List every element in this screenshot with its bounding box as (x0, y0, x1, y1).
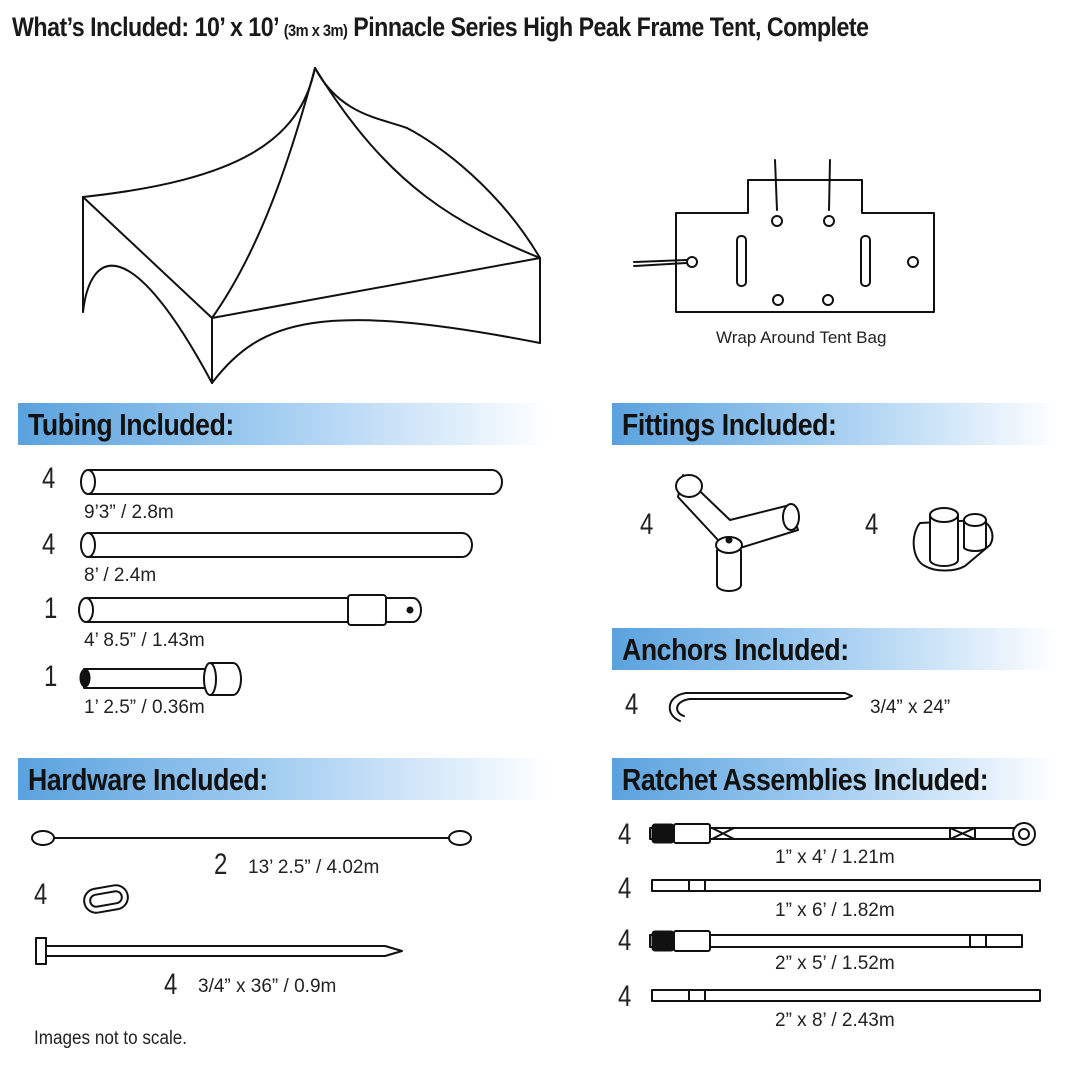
ratchet-label: 1” x 4’ / 1.21m (775, 847, 895, 868)
tube-label: 8’ / 2.4m (84, 565, 157, 586)
hardware-qty: 2 (214, 848, 228, 881)
hardware-header: Hardware Included: (18, 758, 548, 800)
chain-link-icon (82, 883, 129, 914)
page-title: What’s Included: 10’ x 10’ (3m x 3m) Pinnacle Series High Peak Frame Tent, Complete (12, 12, 869, 42)
ratchet-label: 2” x 5’ / 1.52m (775, 953, 895, 974)
three-way-fitting-icon (676, 475, 799, 591)
tube-9ft-icon (81, 470, 502, 494)
ratchets-header: Ratchet Assemblies Included: (612, 758, 1058, 800)
hardware-label: 3/4” x 36” / 0.9m (198, 976, 337, 997)
fitting-qty: 4 (865, 508, 879, 541)
tubing-header: Tubing Included: (18, 403, 548, 445)
bag-caption: Wrap Around Tent Bag (716, 328, 887, 347)
ratchet-strap-1-icon (650, 823, 1035, 845)
tent-bag-icon (634, 160, 934, 312)
tube-qty: 1 (44, 592, 58, 625)
anchor-qty: 4 (625, 688, 639, 721)
hook-stake-icon (670, 693, 852, 721)
ratchet-qty: 4 (618, 872, 632, 905)
ratchet-label: 2” x 8’ / 2.43m (775, 1010, 895, 1031)
stake-icon (36, 938, 402, 964)
tube-label: 1’ 2.5” / 0.36m (84, 697, 205, 718)
fitting-qty: 4 (640, 508, 654, 541)
anchor-label: 3/4” x 24” (870, 697, 951, 718)
tube-label: 4’ 8.5” / 1.43m (84, 630, 205, 651)
ratchet-strap-4-icon (652, 990, 1040, 1001)
tube-qty: 4 (42, 462, 56, 495)
fittings-header: Fittings Included: (612, 403, 1058, 445)
tube-4ft-icon (79, 595, 421, 625)
cable-icon (32, 831, 471, 845)
footer-note: Images not to scale. (34, 1028, 188, 1049)
tent-canopy-icon (83, 68, 540, 383)
tube-label: 9’3” / 2.8m (84, 502, 174, 523)
ratchet-qty: 4 (618, 924, 632, 957)
hardware-qty: 4 (164, 968, 178, 1001)
hardware-qty: 4 (34, 878, 48, 911)
tube-8ft-icon (81, 533, 472, 557)
base-plate-fitting-icon (914, 508, 993, 571)
anchors-header: Anchors Included: (612, 628, 1058, 670)
ratchet-label: 1” x 6’ / 1.82m (775, 900, 895, 921)
ratchet-strap-3-icon (650, 931, 1022, 951)
tube-qty: 4 (42, 528, 56, 561)
tube-qty: 1 (44, 660, 58, 693)
tube-1ft-icon (80, 663, 241, 695)
ratchet-qty: 4 (618, 980, 632, 1013)
hardware-label: 13’ 2.5” / 4.02m (248, 857, 380, 878)
ratchet-qty: 4 (618, 818, 632, 851)
ratchet-strap-2-icon (652, 880, 1040, 891)
